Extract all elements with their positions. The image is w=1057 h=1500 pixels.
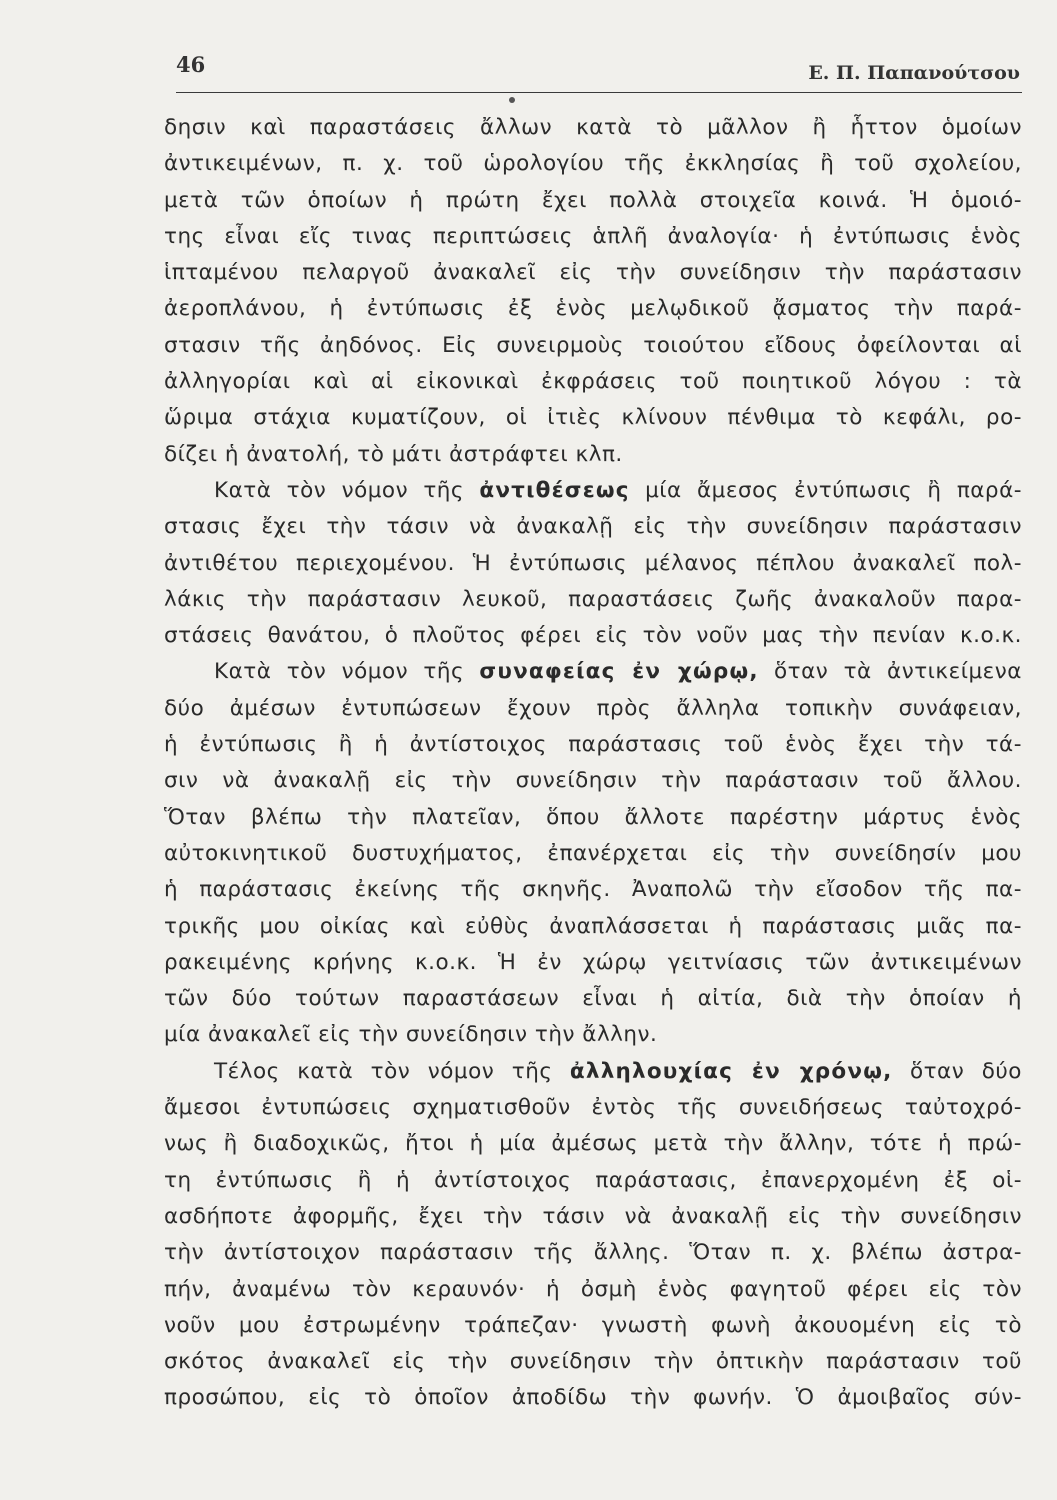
running-head: Ε. Π. Παπανούτσου (808, 62, 1020, 84)
term-antithesis: ἀντιθέσεως (479, 477, 630, 503)
text-span: Κατὰ τὸν νόμον τῆς (214, 659, 465, 685)
text-line: στασιν τῆς ἀηδόνος. Εἰς συνειρμοὺς τοιούτου εἴδους ὀφείλονται αἱ (164, 332, 1022, 358)
text-line: μετὰ τῶν ὁποίων ἡ πρώτη ἔχει πολλὰ στοιχεῖα κοινά. Ἡ ὁμοιό- (164, 187, 1022, 213)
text-line: δύο ἀμέσων ἐντυπώσεων ἔχουν πρὸς ἄλληλα τοπικὴν συνάφειαν, (164, 695, 1022, 721)
text-span: ὅταν τὰ ἀντικείμενα (774, 659, 1022, 685)
text-line: δίζει ἡ ἀνατολή, τὸ μάτι ἀστράφτει κλπ. (164, 441, 623, 467)
text-line: πήν, ἀναμένω τὸν κεραυνόν· ἡ ὀσμὴ ἑνὸς φαγητοῦ φέρει εἰς τὸν (164, 1276, 1022, 1302)
text-line: της εἶναι εἴς τινας περιπτώσεις ἁπλῆ ἀναλογία· ἡ ἐντύπωσις ἑνὸς (164, 223, 1022, 249)
text-span: Κατὰ τὸν νόμον τῆς (214, 477, 465, 503)
text-line: ἱπταμένου πελαργοῦ ἀνακαλεῖ εἰς τὴν συνείδησιν τὴν παράστασιν (164, 260, 1022, 286)
ornament-dot (509, 97, 515, 103)
text-line: νως ἢ διαδοχικῶς, ἤτοι ἡ μία ἀμέσως μετὰ τὴν ἄλλην, τότε ἡ πρώ- (164, 1131, 1022, 1157)
text-span: Τέλος κατὰ τὸν νόμον τῆς (214, 1058, 553, 1084)
text-line: στασις ἔχει τὴν τάσιν νὰ ἀνακαλῇ εἰς τὴν συνείδησιν παράστασιν (164, 514, 1022, 540)
term-succession-in-time: ἀλληλουχίας ἐν χρόνῳ, (569, 1058, 893, 1084)
paragraph-start-line (164, 473, 1022, 509)
text-line: ἄμεσοι ἐντυπώσεις σχηματισθοῦν ἐντὸς τῆς συνειδήσεως ταὐτοχρό- (164, 1095, 1022, 1121)
text-span: μία ἄμεσος ἐντύπωσις ἢ παρά- (645, 477, 1023, 503)
text-line: στάσεις θανάτου, ὁ πλοῦτος φέρει εἰς τὸν νοῦν μας τὴν πενίαν κ.ο.κ. (164, 623, 1022, 649)
text-span: ὅταν δύο (909, 1058, 1022, 1084)
text-line: ὥριμα στάχια κυματίζουν, οἱ ἰτιὲς κλίνουν πένθιμα τὸ κεφάλι, ρο- (164, 405, 1022, 431)
text-line: αὐτοκινητικοῦ δυστυχήματος, ἐπανέρχεται εἰς τὴν συνείδησίν μου (164, 840, 1022, 866)
text-line: Ὅταν βλέπω τὴν πλατεῖαν, ὅπου ἄλλοτε παρέστην μάρτυς ἑνὸς (164, 804, 1022, 830)
text-line: ἡ ἐντύπωσις ἢ ἡ ἀντίστοιχος παράστασις τοῦ ἑνὸς ἔχει τὴν τά- (164, 732, 1022, 758)
text-line: ἀλληγορίαι καὶ αἱ εἰκονικαὶ ἐκφράσεις τοῦ ποιητικοῦ λόγου : τὰ (164, 369, 1022, 395)
paragraph-start-line (164, 1054, 1022, 1090)
text-line: μία ἀνακαλεῖ εἰς τὴν συνείδησιν τὴν ἄλλην. (164, 1022, 658, 1048)
text-line: λάκις τὴν παράστασιν λευκοῦ, παραστάσεις ζωῆς ἀνακαλοῦν παρα- (164, 586, 1022, 612)
term-contiguity-in-space: συναφείας ἐν χώρῳ, (479, 659, 759, 685)
body-text (164, 110, 1022, 1417)
text-line: ρακειμένης κρήνης κ.ο.κ. Ἡ ἐν χώρῳ γειτνίασις τῶν ἀντικειμένων (164, 949, 1022, 975)
text-line: σκότος ἀνακαλεῖ εἰς τὴν συνείδησιν τὴν ὀπτικὴν παράστασιν τοῦ (164, 1349, 1022, 1375)
text-line: δησιν καὶ παραστάσεις ἄλλων κατὰ τὸ μᾶλλον ἢ ἧττον ὁμοίων (164, 115, 1022, 140)
text-line: τῶν δύο τούτων παραστάσεων εἶναι ἡ αἰτία, διὰ τὴν ὁποίαν ἡ (164, 986, 1022, 1012)
text-line: ἡ παράστασις ἐκείνης τῆς σκηνῆς. Ἀναπολῶ τὴν εἴσοδον τῆς πα- (164, 877, 1022, 903)
text-line: ἀντιθέτου περιεχομένου. Ἡ ἐντύπωσις μέλανος πέπλου ἀνακαλεῖ πολ- (164, 550, 1022, 576)
paragraph-start-line (164, 654, 1022, 690)
text-line: ἀεροπλάνου, ἡ ἐντύπωσις ἐξ ἑνὸς μελῳδικοῦ ᾄσματος τὴν παρά- (164, 296, 1022, 322)
page-number: 46 (176, 52, 206, 77)
text-line: ἀντικειμένων, π. χ. τοῦ ὡρολογίου τῆς ἐκκλησίας ἢ τοῦ σχολείου, (164, 151, 1022, 177)
text-line: τη ἐντύπωσις ἢ ἡ ἀντίστοιχος παράστασις, ἐπανερχομένη ἐξ οἱ- (164, 1167, 1022, 1193)
text-line: ασδήποτε ἀφορμῆς, ἔχει τὴν τάσιν νὰ ἀνακαλῇ εἰς τὴν συνείδησιν (164, 1203, 1022, 1229)
text-line: σιν νὰ ἀνακαλῇ εἰς τὴν συνείδησιν τὴν παράστασιν τοῦ ἄλλου. (164, 768, 1022, 794)
page-header (176, 50, 1022, 93)
text-line: τρικῆς μου οἰκίας καὶ εὐθὺς ἀναπλάσσεται ἡ παράστασις μιᾶς πα- (164, 913, 1022, 939)
text-line: νοῦν μου ἐστρωμένην τράπεζαν· γνωστὴ φωνὴ ἀκουομένη εἰς τὸ (164, 1312, 1022, 1338)
text-line: τὴν ἀντίστοιχον παράστασιν τῆς ἄλλης. Ὅταν π. χ. βλέπω ἀστρα- (164, 1240, 1022, 1266)
text-line: προσώπου, εἰς τὸ ὁποῖον ἀποδίδω τὴν φωνήν. Ὁ ἀμοιβαῖος σύν- (164, 1385, 1022, 1411)
